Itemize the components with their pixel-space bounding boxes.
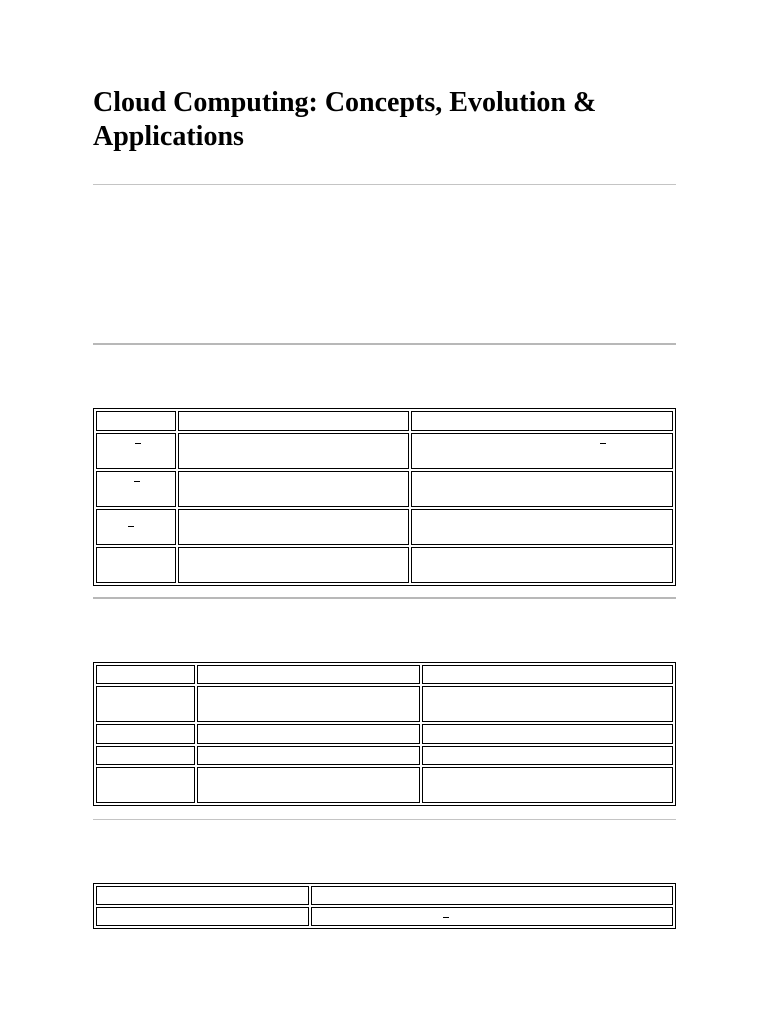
table-row bbox=[96, 665, 673, 684]
table-cell bbox=[311, 886, 673, 905]
table-cell bbox=[178, 547, 409, 583]
content-table-1 bbox=[93, 408, 676, 586]
table-cell bbox=[422, 665, 673, 684]
table-cell bbox=[197, 686, 420, 722]
table-cell bbox=[411, 547, 673, 583]
table-cell bbox=[422, 746, 673, 765]
dash-mark bbox=[443, 917, 449, 918]
table-cell bbox=[96, 907, 309, 926]
table-row bbox=[96, 746, 673, 765]
table-row bbox=[96, 471, 673, 507]
table-cell bbox=[96, 433, 176, 469]
table-cell bbox=[96, 886, 309, 905]
dash-mark bbox=[128, 526, 134, 527]
table-cell bbox=[96, 724, 195, 743]
section-divider bbox=[93, 184, 676, 185]
table-cell bbox=[422, 686, 673, 722]
table-cell bbox=[96, 665, 195, 684]
section-divider bbox=[93, 597, 676, 599]
table-row bbox=[96, 907, 673, 926]
table-cell bbox=[311, 907, 673, 926]
section-divider bbox=[93, 343, 676, 345]
table-cell bbox=[197, 746, 420, 765]
table-row bbox=[96, 767, 673, 803]
table-row bbox=[96, 509, 673, 545]
table-cell bbox=[411, 471, 673, 507]
table-cell bbox=[96, 471, 176, 507]
table-cell bbox=[178, 471, 409, 507]
table-cell bbox=[178, 433, 409, 469]
content-table-3 bbox=[93, 883, 676, 929]
table-cell bbox=[197, 665, 420, 684]
dash-mark bbox=[134, 481, 140, 482]
table-row bbox=[96, 686, 673, 722]
table-cell bbox=[96, 411, 176, 431]
table-cell bbox=[96, 509, 176, 545]
dash-mark bbox=[135, 443, 141, 444]
table-row bbox=[96, 886, 673, 905]
table-row bbox=[96, 433, 673, 469]
table-cell bbox=[178, 509, 409, 545]
table-row bbox=[96, 724, 673, 743]
table-cell bbox=[96, 746, 195, 765]
table-cell bbox=[96, 767, 195, 803]
table-cell bbox=[411, 509, 673, 545]
table-cell bbox=[96, 686, 195, 722]
table-cell bbox=[411, 433, 673, 469]
table-cell bbox=[197, 767, 420, 803]
table-cell bbox=[422, 724, 673, 743]
section-divider bbox=[93, 819, 676, 820]
table-cell bbox=[197, 724, 420, 743]
content-table-2 bbox=[93, 662, 676, 806]
dash-mark bbox=[600, 443, 606, 444]
table-row bbox=[96, 411, 673, 431]
table-cell bbox=[422, 767, 673, 803]
table-cell bbox=[178, 411, 409, 431]
table-row bbox=[96, 547, 673, 583]
page-title: Cloud Computing: Concepts, Evolution & Applications bbox=[93, 87, 597, 152]
table-cell bbox=[96, 547, 176, 583]
table-cell bbox=[411, 411, 673, 431]
